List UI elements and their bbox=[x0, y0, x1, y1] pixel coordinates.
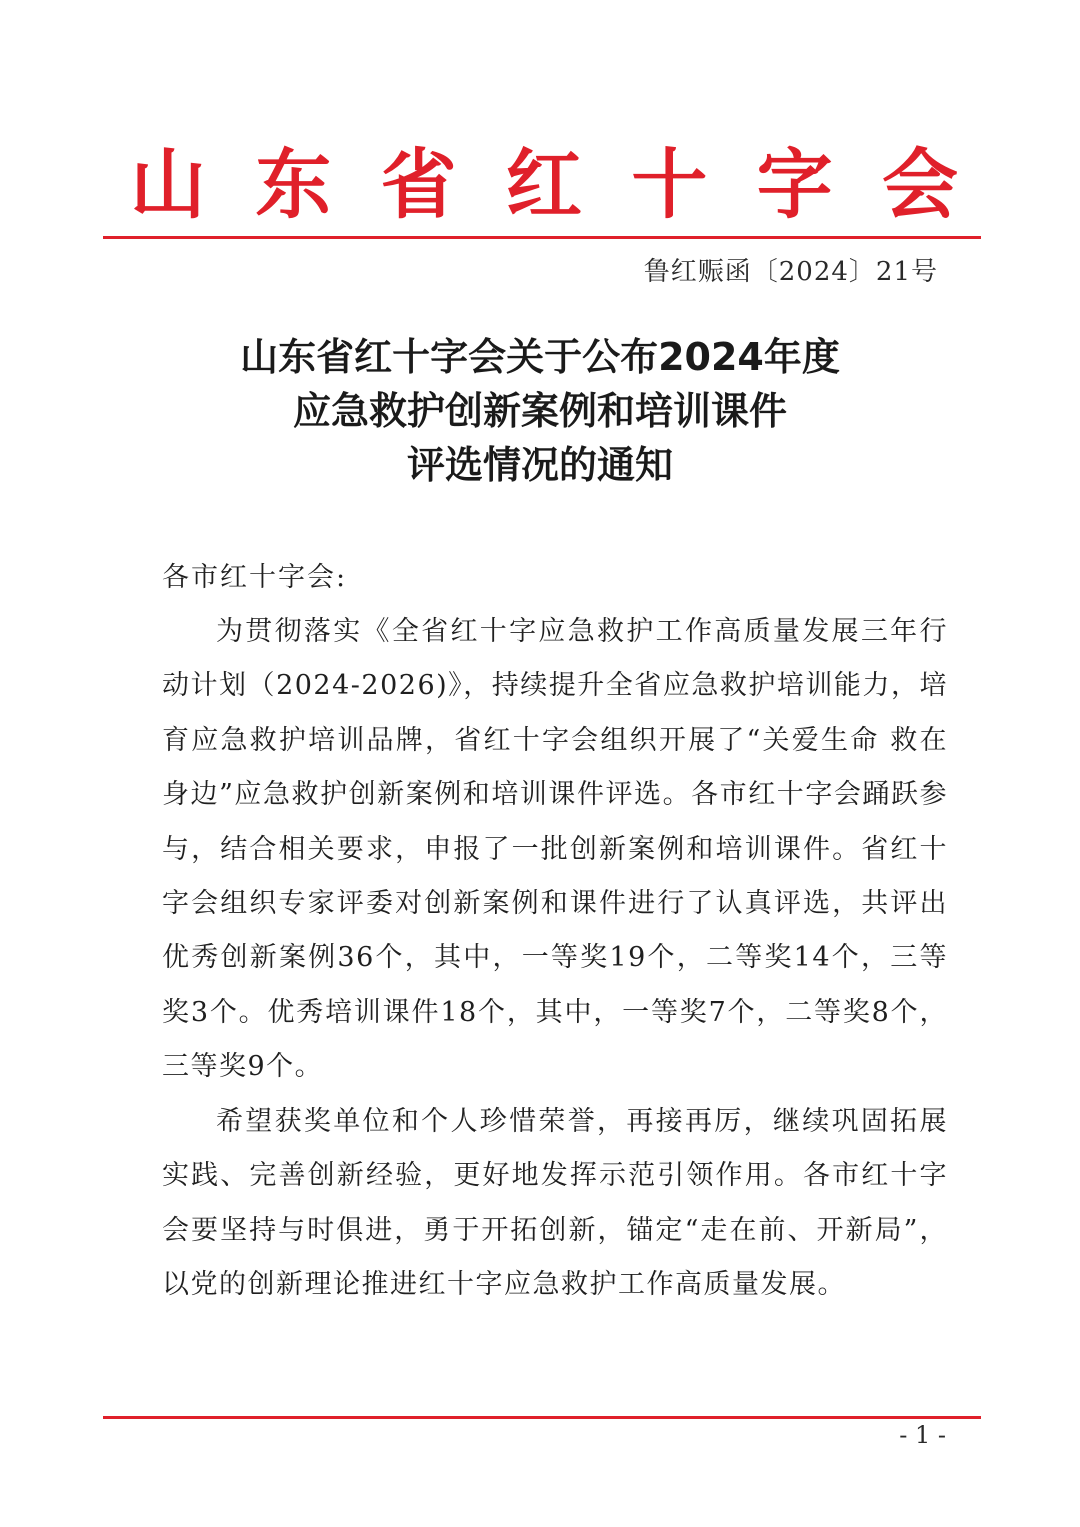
masthead-char: 红 bbox=[505, 140, 582, 229]
title-line: 山东省红十字会关于公布2024年度 bbox=[240, 335, 840, 379]
title-line: 评选情况的通知 bbox=[406, 443, 673, 487]
body-paragraph: 希望获奖单位和个人珍惜荣誉，再接再厉，继续巩固拓展实践、完善创新经验，更好地发挥示范引领作用。各市红十字会要坚持与时俱进，勇于开拓创新，锚定“走在前、开新局”，以党的创新理论推进红十字应急救护工作高质量发展。 bbox=[162, 1106, 948, 1301]
salutation: 各市红十字会: bbox=[162, 562, 348, 593]
masthead-char: 十 bbox=[631, 140, 708, 229]
footer-red-rule bbox=[103, 1416, 981, 1419]
body-paragraph-container bbox=[162, 605, 948, 1095]
body-paragraph: 为贯彻落实《全省红十字应急救护工作高质量发展三年行动计划（2024-2026)》，持续提升全省应急救护培训能力，培育应急救护培训品牌，省红十字会组织开展了“关爱生命 救在身边”应急救护创新案例和培训课件评选。各市红十字会踊跃参与，结合相关要求，申报了一批创新案例和培训课件。省红十字会组织专家评委对创新案例和课件进行了认真评选，共评出优秀创新案例36个，其中，一等奖19个，二等奖14个，三等奖3个。优秀培训课件18个，其中，一等奖7个，二等奖8个，三等奖9个。 bbox=[162, 616, 948, 1083]
document-title bbox=[100, 330, 980, 492]
masthead-char: 字 bbox=[756, 140, 833, 229]
masthead-char: 山 bbox=[130, 140, 206, 229]
header-red-rule bbox=[103, 236, 981, 239]
document-number: 鲁红赈函〔2024〕21号 bbox=[643, 257, 938, 287]
masthead-char: 东 bbox=[255, 140, 332, 229]
masthead-char: 会 bbox=[881, 140, 958, 229]
issuer-masthead bbox=[130, 140, 958, 230]
page-number: - 1 - bbox=[899, 1421, 946, 1449]
title-line: 应急救护创新案例和培训课件 bbox=[292, 389, 787, 433]
masthead-char: 省 bbox=[380, 140, 457, 229]
body-paragraph-container bbox=[162, 1095, 948, 1313]
